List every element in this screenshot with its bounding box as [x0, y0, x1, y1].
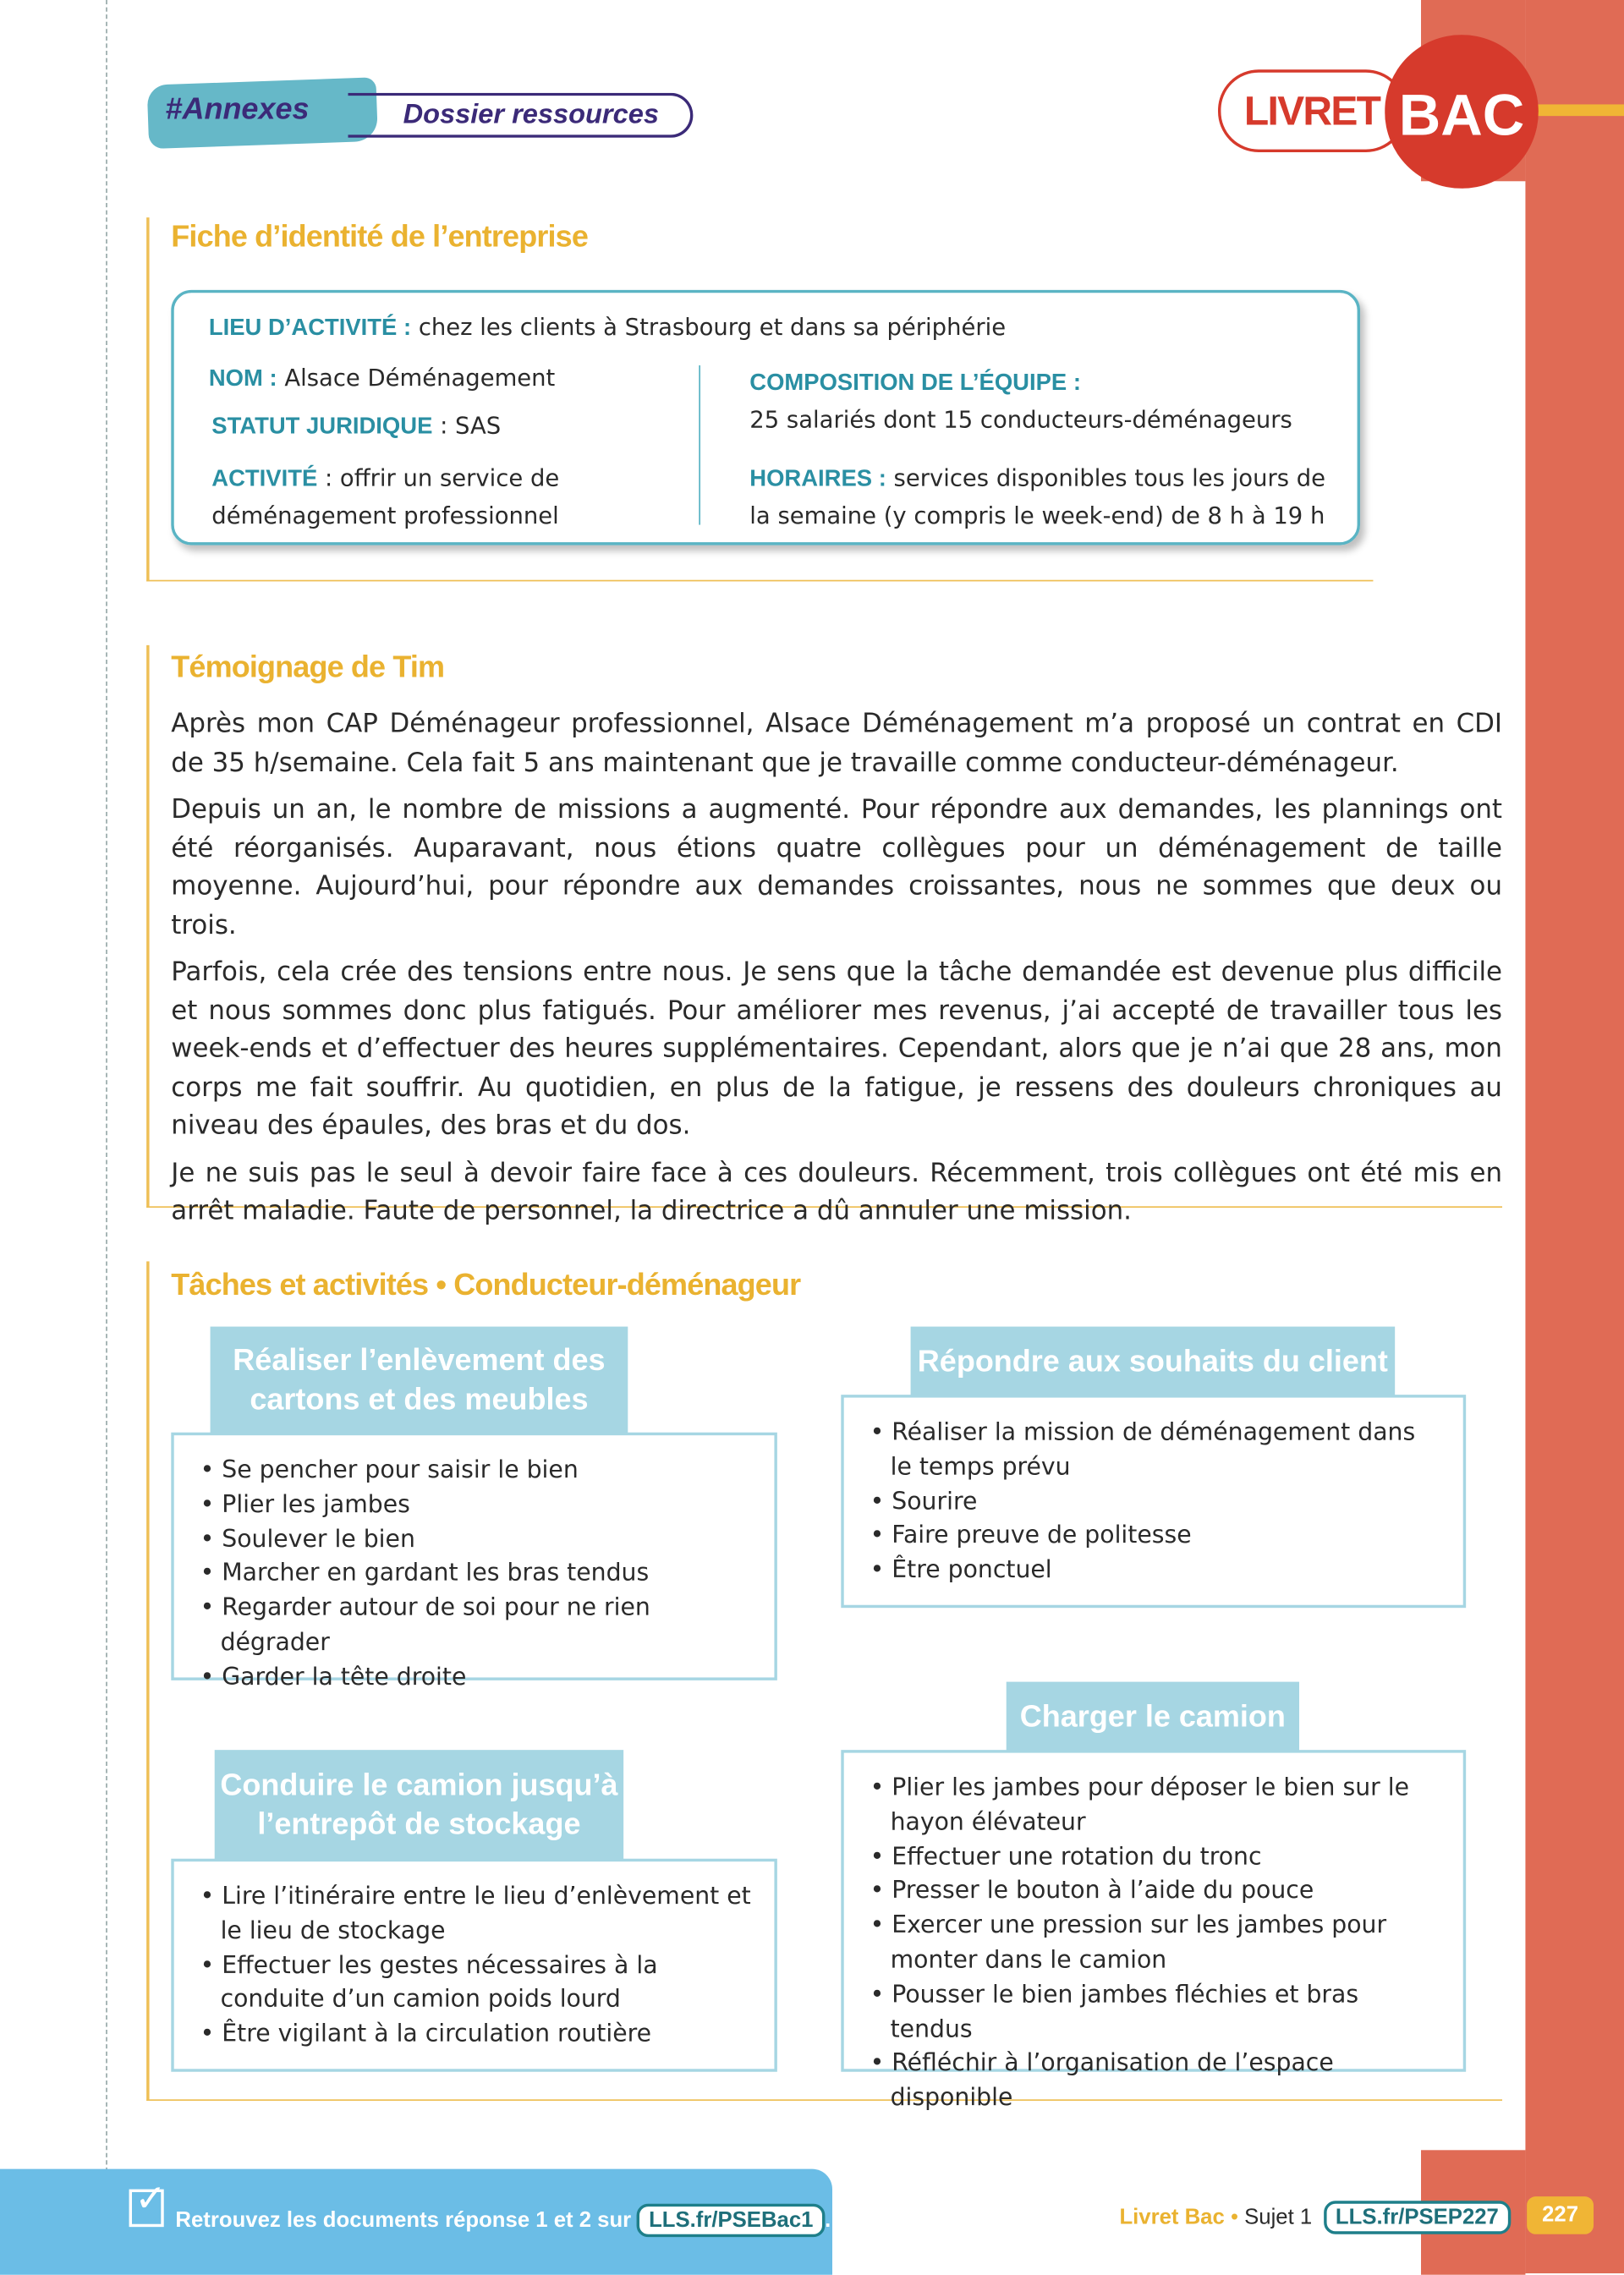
nom-value: Alsace Déménagement [277, 364, 556, 392]
footer-book: Livret Bac [1119, 2205, 1225, 2230]
accent-bar [1525, 104, 1624, 116]
task-box [171, 1859, 777, 2072]
footer-note-panel: ✓ Retrouvez les documents réponse 1 et 2 sur LLS.fr/PSEBac1 . [0, 2169, 832, 2275]
margin-guide [106, 0, 107, 2273]
task-item: • Pousser le bien jambes fléchies et bras tendus [867, 1977, 1440, 2047]
composition-value: 25 salariés dont 15 conducteurs-déménageurs [749, 406, 1292, 434]
statut-label: STATUT JURIDIQUE [211, 414, 433, 440]
task-item: • Effectuer une rotation du tronc [867, 1839, 1440, 1874]
footer-sep: • [1230, 2205, 1238, 2230]
bac-stamp: BAC [1385, 35, 1539, 189]
task-header: Charger le camion [1007, 1682, 1299, 1751]
task-box [841, 1395, 1466, 1608]
task-item: • Sourire [867, 1484, 1440, 1519]
task-item: • Être ponctuel [867, 1553, 1440, 1587]
statut-value: : SAS [432, 411, 502, 440]
task-item: • Lire l’itinéraire entre le lieu d’enlèvement et le lieu de stockage [197, 1879, 751, 1949]
lieu-label: LIEU D’ACTIVITÉ : [208, 315, 412, 341]
activite-value: : offrir un service de déménagement professionnel [211, 463, 560, 529]
task-item: • Presser le bouton à l’aide du pouce [867, 1874, 1440, 1909]
identity-card [171, 290, 1360, 545]
testimony-paragraph: Parfois, cela crée des tensions entre nous. Je sens que la tâche demandée est devenue plus difficile et nous sommes donc plus fatigués. Pour améliorer mes revenus, j’ai accepté de travailler tous les week-ends et d’effectuer des heures supplémentaires. Cependant, alors que je n’ai que 28 ans, mon corps me fait souffrir. Au quotidien, en plus de la fatigue, je ressens des douleurs chroniques au niveau des épaules, des bras et du dos. [171, 957, 1503, 1142]
annexes-tag: #Annexes [165, 92, 310, 127]
task-item: • Plier les jambes [197, 1488, 751, 1522]
page-footer [1119, 2201, 1510, 2234]
task-item: • Se pencher pour saisir le bien [197, 1453, 751, 1488]
activite-label: ACTIVITÉ [211, 467, 318, 492]
footer-link[interactable]: LLS.fr/PSEP227 [1324, 2201, 1510, 2234]
page-number: 227 [1527, 2196, 1594, 2234]
testimony-paragraph: Après mon CAP Déménageur professionnel, Alsace Déménagement m’a proposé un contrat en CDI de 35 h/semaine. Cela fait 5 ans maintenant que je travaille comme conducteur-déménageur. [171, 709, 1503, 778]
horaires-value: services disponibles tous les jours de la semaine (y compris le week-end) de 8 h à 19 h [749, 463, 1326, 529]
testimony-body [171, 706, 1502, 1241]
tasks-title: Tâches et activités • Conducteur-déménageur [171, 1269, 801, 1302]
testimony-title: Témoignage de Tim [171, 650, 445, 685]
nom-label: NOM : [208, 366, 277, 392]
task-item: • Regarder autour de soi pour ne rien dégrader [197, 1591, 751, 1660]
divider [699, 365, 700, 525]
task-item: • Marcher en gardant les bras tendus [197, 1556, 751, 1591]
task-item: • Être vigilant à la circulation routière [197, 2017, 751, 2052]
task-item: • Réfléchir à l’organisation de l’espace disponible [867, 2047, 1440, 2116]
task-item: • Réaliser la mission de déménagement dans le temps prévu [867, 1415, 1440, 1484]
task-item: • Garder la tête droite [197, 1659, 751, 1694]
task-item: • Exercer une pression sur les jambes pour monter dans le camion [867, 1908, 1440, 1977]
section-pill [348, 93, 693, 138]
testimony-paragraph: Depuis un an, le nombre de missions a augmenté. Pour répondre aux demandes, les plannings ont été réorganisés. Auparavant, nous étions quatre collègues pour un déménagement de taille moyenne. Aujourd’hui, pour répondre aux demandes croissantes, nous ne sommes que deux ou trois. [171, 794, 1503, 940]
task-header: Répondre aux souhaits du client [911, 1327, 1396, 1396]
footer-subject: Sujet 1 [1244, 2205, 1313, 2230]
task-box [841, 1750, 1466, 2112]
testimony-paragraph: Je ne suis pas le seul à devoir faire face à ces douleurs. Récemment, trois collègues ont été mis en arrêt maladie. Faute de personnel, la directrice a dû annuler une mission. [171, 1157, 1503, 1227]
task-header: Conduire le camion jusqu’à l’entrepôt de stockage [215, 1750, 623, 1860]
task-item: • Soulever le bien [197, 1521, 751, 1556]
lieu-value: chez les clients à Strasbourg et dans sa périphérie [411, 313, 1007, 341]
horaires-label: HORAIRES : [749, 467, 886, 492]
side-band [1525, 0, 1624, 2273]
task-item: • Faire preuve de politesse [867, 1519, 1440, 1554]
task-header: Réaliser l’enlèvement des cartons et des meubles [211, 1327, 628, 1434]
task-box [171, 1433, 777, 1691]
identity-title: Fiche d’identité de l’entreprise [171, 220, 588, 255]
checkbox-icon: ✓ [129, 2190, 164, 2228]
livret-badge: LIVRET [1218, 69, 1407, 152]
composition-label: COMPOSITION DE L’ÉQUIPE : [749, 370, 1081, 397]
footer-note-link[interactable]: LLS.fr/PSEBac1 [637, 2204, 825, 2237]
task-item: • Plier les jambes pour déposer le bien sur le hayon élévateur [867, 1770, 1440, 1839]
section-label: Dossier ressources [403, 100, 659, 131]
task-item: • Effectuer les gestes nécessaires à la conduite d’un camion poids lourd [197, 1948, 751, 2017]
footer-note: Retrouvez les documents réponse 1 et 2 sur [175, 2207, 632, 2234]
